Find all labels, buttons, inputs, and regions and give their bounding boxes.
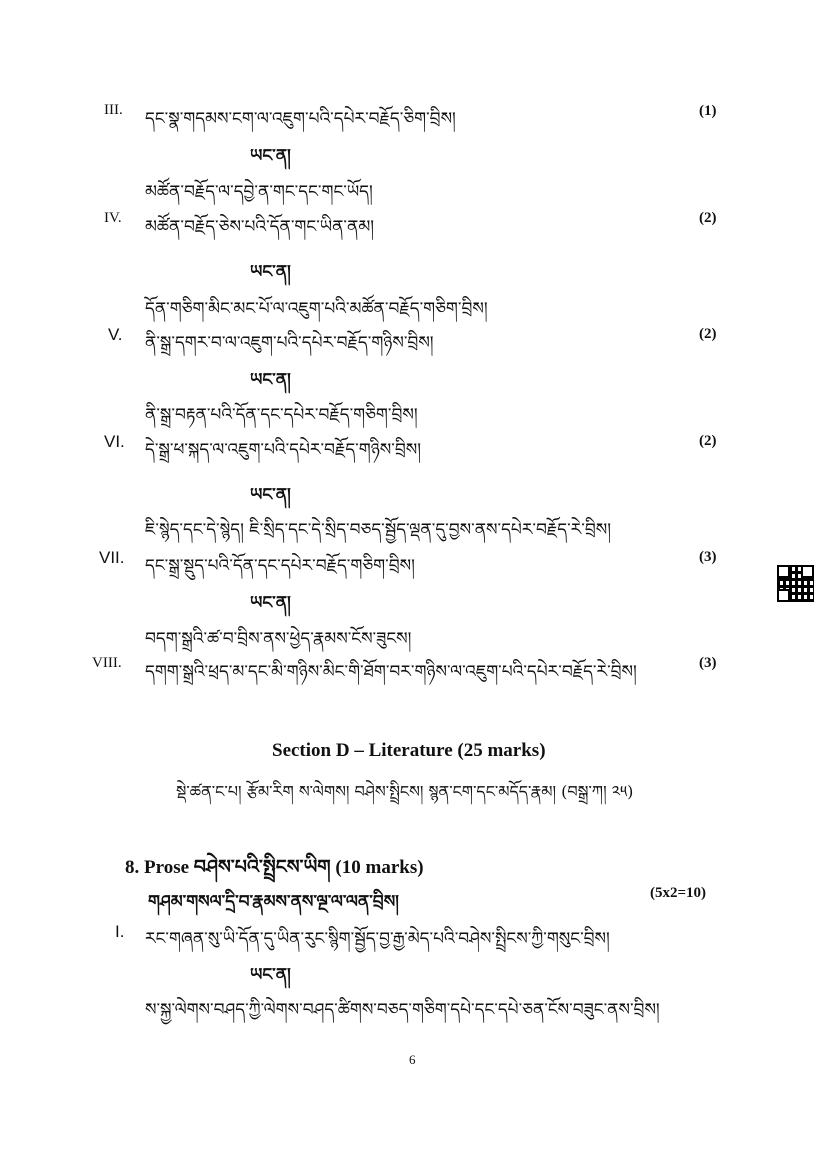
question-text: ནི་སྒྲ་དགར་བ་ལ་འཇུག་པའི་དཔེར་བརྗོད་གཉིས་བྲིས། (145, 333, 434, 353)
question-text: རང་གཞན་སུ་ཡི་དོན་དུ་ཡིན་རུང་སྙིག་སྦྱོད་བྱ་རྒྱ་མེད་པའི་བཤེས་སྤྲིངས་ཀྱི་གསུང་བྲིས། (145, 929, 610, 949)
section-subtitle: སྡེ་ཚན་ང་པ། རྩོམ་རིག ས་ལེགས། བཤེས་སྤྲིངས། སྙན་ངག་དང་མདོད་རྣམ། (བསྒྲ་ཀ། ༢༥) (176, 782, 634, 801)
question-number: III. (104, 102, 123, 118)
alternative-label: ཡང་ན། (250, 146, 291, 166)
alternative-text: མཚོན་བརྗོད་ལ་དབྱེ་ན་གང་དང་གང་ཡོད། (145, 182, 373, 202)
question-text: མཚོན་བརྗོད་ཅེས་པའི་དོན་གང་ཡིན་ནམ། (145, 217, 375, 237)
question-marks: (3) (699, 549, 717, 565)
question-number: VIII. (92, 655, 122, 671)
question-number: VI. (104, 432, 125, 451)
question-marks: (3) (699, 655, 717, 671)
alternative-label: ཡང་ན། (250, 593, 291, 613)
question-marks: (2) (699, 433, 717, 449)
page-number: 6 (409, 1052, 416, 1067)
question-text: དགག་སྒྲའི་ཕྲད་མ་དང་མི་གཉིས་མིང་གི་ཐོག་བར་གཉིས་ལ་འཇུག་པའི་དཔེར་བརྗོད་རེ་བྲིས། (145, 662, 637, 682)
section-title: Section D – Literature (25 marks) (272, 740, 546, 761)
alternative-label: ཡང་ན། (250, 965, 291, 985)
question-8-instruction: གཤམ་གསལ་དྲི་བ་རྣམས་ནས་ལྔ་ལ་ལན་བྲིས། (148, 892, 399, 912)
question-text: དང་སྣ་གདམས་ངག་ལ་འཇུག་པའི་དཔེར་བརྗོད་ཅིག་བྲིས། (145, 109, 456, 129)
alternative-label: ཡང་ན། (250, 485, 291, 505)
qr-finder-pattern (777, 589, 790, 602)
alternative-text: ས་སྐྱ་ལེགས་བཤད་ཀྱི་ལེགས་བཤད་ཚིགས་བཅད་གཅིག་དཔེ་དང་དཔེ་ཅན་ངོས་བཟུང་ནས་བྲིས། (145, 1000, 660, 1020)
question-marks: (2) (699, 210, 717, 226)
alternative-text: ནི་སྒྲ་བརྟན་པའི་དོན་དང་དཔེར་བརྗོད་གཅིག་བྲིས། (145, 405, 418, 425)
question-number: V. (108, 325, 123, 344)
question-text: དང་སྒྲ་སྡུད་པའི་དོན་དང་དཔེར་བརྗོད་གཅིག་བྲིས། (145, 556, 415, 576)
alternative-text: དོན་གཅིག་མིང་མང་པོ་ལ་འཇུག་པའི་མཚོན་བརྗོད་གཅིག་བྲིས། (145, 299, 488, 319)
alternative-text: ཇི་སྙེད་དང་དེ་སྙེད། ཇི་སྲིད་དང་དེ་སྲིད་བཅད་སྦྱོད་ལྡན་དུ་བྱས་ནས་དཔེར་བརྗོད་རེ་བྲིས། (145, 520, 611, 540)
question-number: IV. (104, 210, 122, 226)
question-text: དེ་སྒྲ་ཕ་སྐད་ལ་འཇུག་པའི་དཔེར་བརྗོད་གཉིས་བྲིས། (145, 440, 421, 460)
question-marks: (2) (699, 326, 717, 342)
question-marks: (1) (699, 103, 717, 119)
question-number: I. (115, 922, 125, 941)
alternative-text: བདག་སྒྲའི་ཚ་བ་བྲིས་ནས་ཕྱེད་རྣམས་ངོས་ཟུངས། (145, 629, 412, 649)
alternative-label: ཡང་ན། (250, 370, 291, 390)
question-8-marks: (5x2=10) (650, 885, 707, 901)
question-number: VII. (99, 548, 125, 567)
alternative-label: ཡང་ན། (250, 262, 291, 282)
question-8-heading: 8. Prose བཤེས་པའི་སྤྲིངས་ཡིག (10 marks) (125, 857, 424, 878)
qr-code-icon (777, 565, 814, 602)
